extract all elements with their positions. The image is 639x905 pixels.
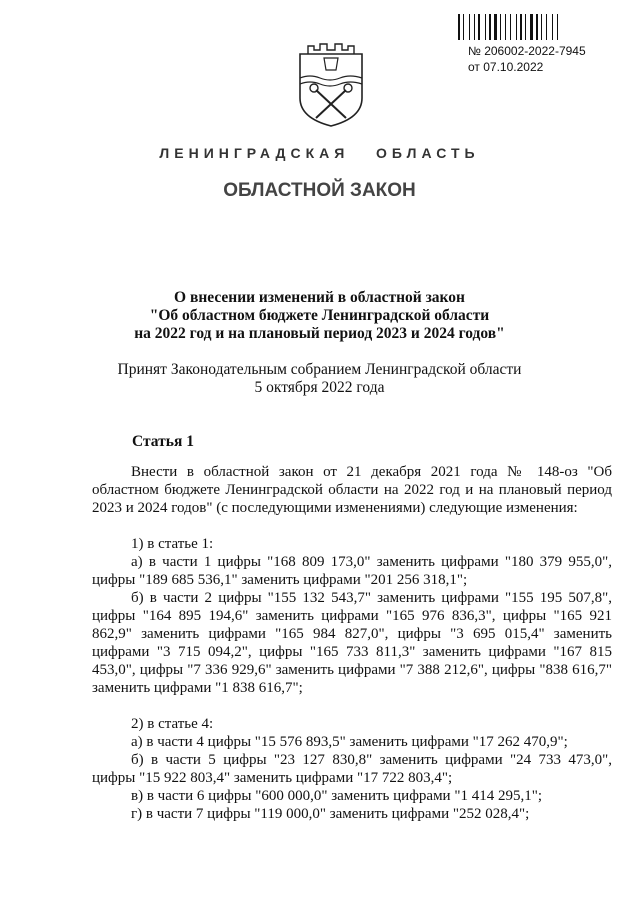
item-2-c: в) в части 6 цифры "600 000,0" заменить цифрами "1 414 295,1";: [131, 788, 542, 804]
barcode-bar: [505, 14, 506, 40]
barcode-bar: [534, 14, 535, 40]
barcode-bar: [520, 14, 522, 40]
barcode: [458, 14, 568, 40]
law-title-line-1: О внесении изменений в областной закон: [174, 289, 465, 306]
barcode-bar: [485, 14, 486, 40]
barcode-bar: [463, 14, 464, 40]
barcode-bar: [489, 14, 491, 40]
barcode-bar: [541, 14, 542, 40]
law-title: [0, 289, 639, 343]
barcode-bar: [543, 14, 545, 40]
barcode-bar: [498, 14, 499, 40]
barcode-bar: [478, 14, 480, 40]
barcode-bar: [494, 14, 497, 40]
barcode-bar: [500, 14, 501, 40]
law-title-line-3: на 2022 год и на плановый период 2023 и 2024 годов": [134, 325, 505, 342]
item-2-d: г) в части 7 цифры "119 000,0" заменить цифрами "252 028,4";: [131, 806, 530, 822]
barcode-bar: [523, 14, 524, 40]
item-1-b: б) в части 2 цифры "155 132 543,7" заменить цифрами "155 195 507,8", цифры "164 895 194,6" заменить цифрами "165 976 836,3", цифры "165 921 862,9" заменить цифрами "165 984 827,0", цифры "3 695 015,4" заменить цифрами "3 715 094,2", цифры "165 733 811,3" заменить цифрами "167 815 453,0", цифры "7 336 929,6" заменить цифрами "7 388 212,6", цифры "838 616,7" заменить цифрами "1 838 616,7";: [92, 590, 612, 696]
barcode-bar: [507, 14, 509, 40]
barcode-bar: [474, 14, 475, 40]
article-body: [92, 463, 612, 823]
barcode-bar: [458, 14, 460, 40]
barcode-bar: [559, 14, 560, 40]
barcode-bar: [546, 14, 547, 40]
barcode-bar: [548, 14, 551, 40]
barcode-bar: [527, 14, 529, 40]
barcode-bar: [492, 14, 493, 40]
region-name: ЛЕНИНГРАДСКАЯ ОБЛАСТЬ: [159, 145, 480, 161]
adoption-note: [0, 361, 639, 397]
law-type: ОБЛАСТНОЙ ЗАКОН: [223, 180, 416, 201]
barcode-bar: [465, 14, 468, 40]
barcode-bar: [481, 14, 484, 40]
item-1-a: а) в части 1 цифры "168 809 173,0" заменить цифрами "180 379 955,0", цифры "189 685 536,1" заменить цифрами "201 256 318,1";: [92, 554, 612, 588]
registration-date: от 07.10.2022: [468, 60, 544, 74]
barcode-bar: [516, 14, 517, 40]
adoption-line-1: Принят Законодательным собранием Ленинградской области: [117, 361, 522, 378]
item-2-b: б) в части 5 цифры "23 127 830,8" заменить цифрами "24 733 473,0", цифры "15 922 803,4" заменить цифрами "17 722 803,4";: [92, 752, 612, 786]
barcode-bar: [476, 14, 477, 40]
barcode-bar: [552, 14, 553, 40]
coat-of-arms-icon: [296, 40, 366, 128]
barcode-bar: [518, 14, 519, 40]
law-title-line-2: "Об областном бюджете Ленинградской области: [149, 307, 490, 324]
item-2-a: а) в части 4 цифры "15 576 893,5" заменить цифрами "17 262 470,9";: [131, 734, 568, 750]
registration-stamp: [468, 43, 586, 75]
barcode-bar: [461, 14, 462, 40]
barcode-bar: [512, 14, 515, 40]
article-intro: Внести в областной закон от 21 декабря 2021 года № 148-оз "Об областном бюджете Ленинградской области на 2022 год и на плановый период 2023 и 2024 годов" (с последующими изменениями) следующие изменения:: [92, 464, 612, 516]
barcode-bar: [536, 14, 538, 40]
registration-number: № 206002-2022-7945: [468, 44, 586, 58]
barcode-bar: [539, 14, 540, 40]
barcode-bar: [530, 14, 533, 40]
barcode-bar: [502, 14, 504, 40]
item-2-title: 2) в статье 4:: [131, 716, 214, 732]
barcode-bar: [471, 14, 473, 40]
barcode-bar: [554, 14, 556, 40]
article-heading: Статья 1: [132, 433, 194, 450]
barcode-bar: [487, 14, 488, 40]
item-1-title: 1) в статье 1:: [131, 536, 214, 552]
barcode-bar: [525, 14, 526, 40]
adoption-date: 5 октября 2022 года: [254, 379, 385, 396]
barcode-bar: [469, 14, 470, 40]
barcode-bar: [557, 14, 558, 40]
barcode-bar: [510, 14, 511, 40]
